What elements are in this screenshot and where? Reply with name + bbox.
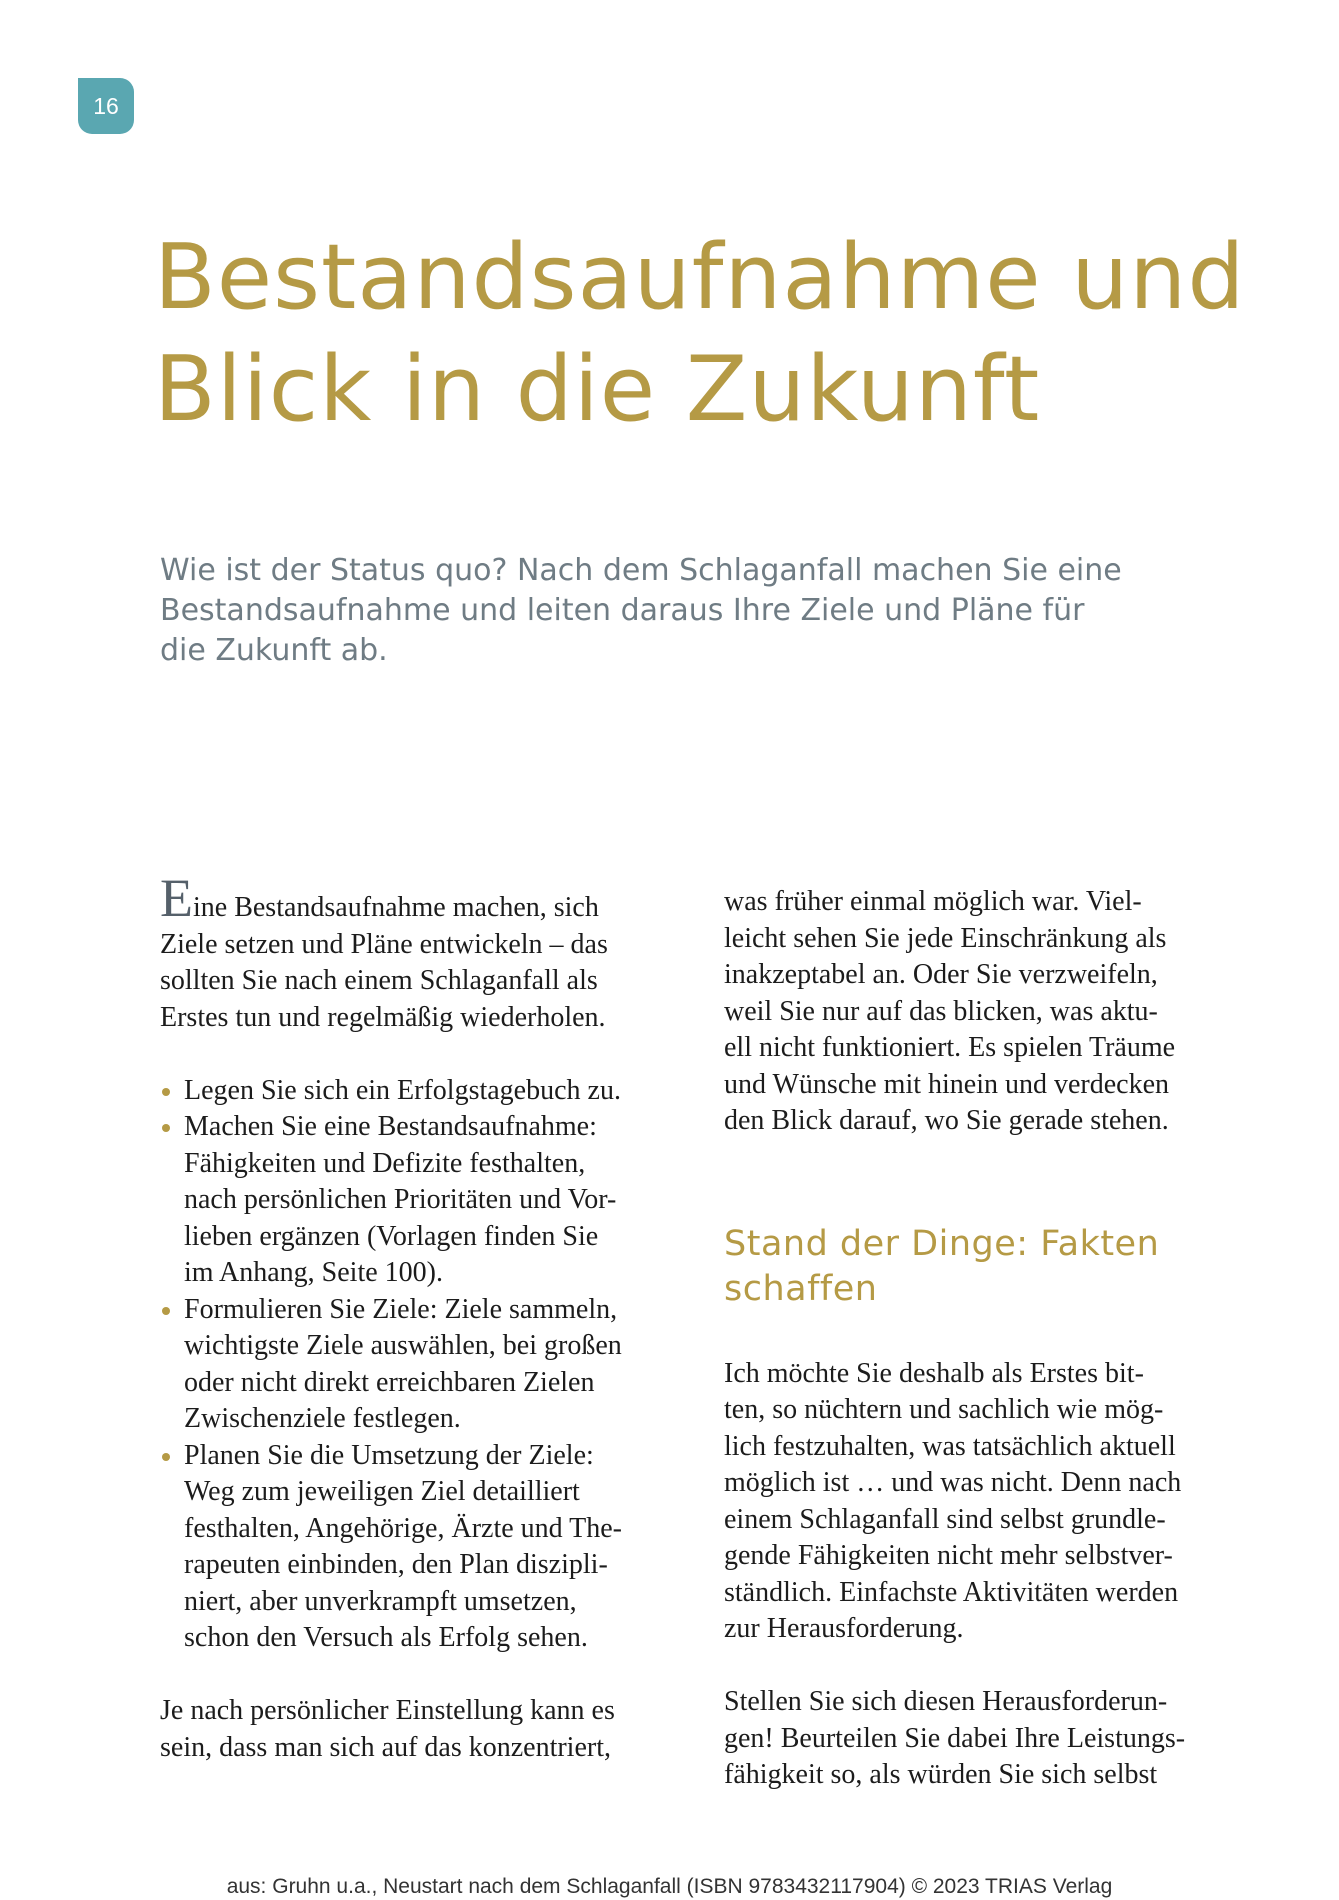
- continuation-paragraph: [724, 884, 1244, 1140]
- source-footer: aus: Gruhn u.a., Neustart nach dem Schlaganfall (ISBN 9783432117904) © 2023 TRIAS Verlag: [226, 1875, 1113, 1898]
- bullet-icon: [162, 1124, 170, 1132]
- body-line: Fähigkeiten und Defizite festhalten,: [184, 1147, 586, 1179]
- lead-line: Wie ist der Status quo? Nach dem Schlaganfall machen Sie eine: [160, 553, 1122, 588]
- body-line: ständlich. Einfachste Aktivitäten werden: [724, 1576, 1179, 1608]
- left-column: [160, 868, 680, 1766]
- body-line: Ziele setzen und Pläne entwickeln – das: [160, 928, 608, 960]
- page-number-badge: 16: [78, 78, 134, 134]
- intro-first-line: [160, 868, 680, 928]
- body-line: Formulieren Sie Ziele: Ziele sammeln,: [184, 1293, 618, 1325]
- bullet-item: [160, 1438, 680, 1657]
- lead-paragraph: [160, 551, 1160, 671]
- body-line: sollten Sie nach einem Schlaganfall als: [160, 965, 598, 996]
- body-line: gen! Beurteilen Sie dabei Ihre Leistungs-: [724, 1722, 1186, 1754]
- lead-line: die Zukunft ab.: [160, 633, 388, 668]
- body-paragraph: [724, 1356, 1244, 1648]
- bullet-item: [160, 1292, 680, 1438]
- body-line: einem Schlaganfall sind selbst grundle-: [724, 1503, 1166, 1535]
- body-line: wichtigste Ziele auswählen, bei großen: [184, 1330, 622, 1361]
- bullet-icon: [162, 1088, 170, 1096]
- section-heading: [724, 1222, 1244, 1312]
- body-line: lieben ergänzen (Vorlagen finden Sie: [184, 1220, 599, 1252]
- body-line: schon den Versuch als Erfolg sehen.: [184, 1622, 588, 1653]
- heading-line: Stand der Dinge: Fakten: [724, 1223, 1160, 1264]
- body-line: Legen Sie sich ein Erfolgstagebuch zu.: [184, 1074, 621, 1106]
- right-column: [724, 884, 1244, 1794]
- drop-cap: E: [160, 868, 193, 928]
- body-line: sein, dass man sich auf das konzentriert,: [160, 1731, 611, 1763]
- body-line: Planen Sie die Umsetzung der Ziele:: [184, 1439, 594, 1471]
- body-line: was früher einmal möglich war. Viel-: [724, 886, 1142, 917]
- body-line: weil Sie nur auf das blicken, was aktu-: [724, 995, 1158, 1027]
- bullet-item: [160, 1109, 680, 1292]
- body-line: nach persönlichen Prioritäten und Vor-: [184, 1184, 617, 1215]
- bullet-item: [160, 1073, 680, 1110]
- body-line: Machen Sie eine Bestandsaufnahme:: [184, 1111, 597, 1142]
- body-line: inakzeptabel an. Oder Sie verzweifeln,: [724, 959, 1158, 990]
- title-line: Bestandsaufnahme und: [154, 225, 1246, 330]
- intro-paragraph: [160, 868, 680, 1036]
- body-line: festhalten, Angehörige, Ärzte und The-: [184, 1512, 623, 1544]
- heading-line: schaffen: [724, 1268, 878, 1309]
- body-line: zur Herausforderung.: [724, 1613, 964, 1644]
- bullet-icon: [162, 1453, 170, 1461]
- body-line: Stellen Sie sich diesen Herausforderun-: [724, 1686, 1168, 1717]
- body-line: im Anhang, Seite 100).: [184, 1257, 443, 1288]
- body-line: oder nicht direkt erreichbaren Zielen: [184, 1366, 595, 1398]
- body-line: Ich möchte Sie deshalb als Erstes bit-: [724, 1357, 1144, 1389]
- body-line: möglich ist … und was nicht. Denn nach: [724, 1467, 1182, 1498]
- body-line: rapeuten einbinden, den Plan diszipli-: [184, 1549, 608, 1580]
- bullet-icon: [162, 1307, 170, 1315]
- body-line: Weg zum jeweiligen Ziel detailliert: [184, 1476, 580, 1507]
- body-line: und Wünsche mit hinein und verdecken: [724, 1068, 1170, 1100]
- body-line: ten, so nüchtern und sachlich wie mög-: [724, 1394, 1164, 1425]
- body-line: fähigkeit so, als würden Sie sich selbst: [724, 1759, 1158, 1790]
- body-line: lich festzuhalten, was tatsächlich aktuell: [724, 1430, 1176, 1462]
- page-title: [154, 222, 1246, 446]
- body-line: leicht sehen Sie jede Einschränkung als: [724, 922, 1167, 954]
- body-line: Zwischenziele festlegen.: [184, 1403, 461, 1434]
- closing-paragraph: [160, 1693, 680, 1766]
- title-line: Blick in die Zukunft: [154, 337, 1041, 442]
- body-line: Erstes tun und regelmäßig wiederholen.: [160, 1001, 606, 1033]
- body-line: Je nach persönlicher Einstellung kann es: [160, 1695, 615, 1726]
- body-line: gende Fähigkeiten nicht mehr selbstver-: [724, 1540, 1173, 1571]
- body-line: ell nicht funktioniert. Es spielen Träume: [724, 1032, 1176, 1063]
- body-line: den Blick darauf, wo Sie gerade stehen.: [724, 1105, 1169, 1136]
- body-paragraph: [724, 1684, 1244, 1794]
- lead-line: Bestandsaufnahme und leiten daraus Ihre Ziele und Pläne für: [160, 593, 1085, 628]
- bullet-list: [160, 1073, 680, 1657]
- body-line: ine Bestandsaufnahme machen, sich: [193, 892, 599, 923]
- body-line: niert, aber unverkrampft umsetzen,: [184, 1585, 577, 1617]
